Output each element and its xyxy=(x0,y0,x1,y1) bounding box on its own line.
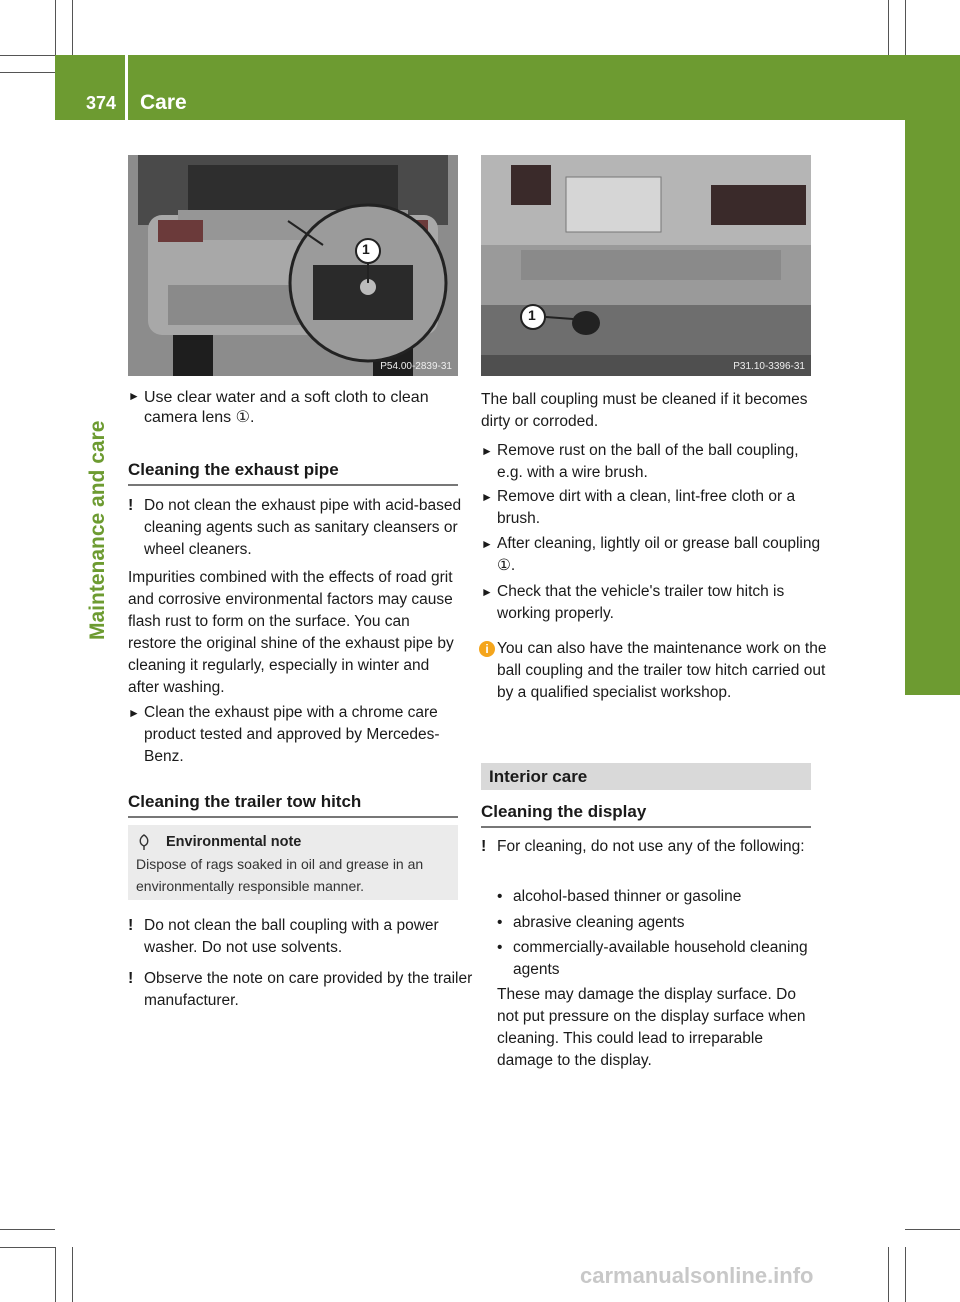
tow-hitch-figure xyxy=(481,155,811,376)
header-divider xyxy=(125,55,128,120)
instruction-step xyxy=(128,702,474,768)
list-item xyxy=(497,886,827,908)
callout-number: 1 xyxy=(362,241,370,257)
step-text: After cleaning, lightly oil or grease ball coupling ①. xyxy=(497,535,821,574)
list-item-text: commercially-available household cleaning agents xyxy=(513,939,808,978)
step-arrow-icon: ► xyxy=(481,585,493,599)
env-title: Environmental note xyxy=(166,834,302,850)
leaf-icon xyxy=(136,834,152,850)
figure-code: P31.10-3396-31 xyxy=(733,361,805,372)
crop-mark xyxy=(0,72,55,73)
section-heading: Cleaning the display xyxy=(481,802,811,828)
list-item xyxy=(497,912,827,934)
warning-text: Do not clean the exhaust pipe with acid-based cleaning agents such as sanitary cleansers or wheel cleaners. xyxy=(144,497,462,558)
warning-icon: ! xyxy=(128,497,134,514)
step-text: Clean the exhaust pipe with a chrome care product tested and approved by Mercedes-Benz. xyxy=(144,704,440,765)
crop-mark xyxy=(905,1229,960,1230)
car-rear-illustration xyxy=(128,155,458,376)
crop-mark xyxy=(0,1247,55,1248)
side-tab xyxy=(905,55,960,695)
section-banner-title: Interior care xyxy=(489,767,588,786)
step-text: Remove dirt with a clean, lint-free cloth or a brush. xyxy=(497,488,796,527)
crop-mark xyxy=(0,1229,55,1230)
section-heading: Cleaning the trailer tow hitch xyxy=(128,792,458,818)
crop-mark xyxy=(72,0,73,55)
side-tab-label: Maintenance and care xyxy=(86,420,109,640)
list-item-text: alcohol-based thinner or gasoline xyxy=(513,888,742,905)
callout-number: 1 xyxy=(528,307,536,323)
page-title: Care xyxy=(140,91,187,114)
step-arrow-icon: ► xyxy=(481,490,493,504)
instruction-step xyxy=(128,389,474,427)
info-note xyxy=(481,638,827,704)
crop-mark xyxy=(888,1247,889,1302)
section-banner xyxy=(481,763,811,790)
warning-text: For cleaning, do not use any of the following: xyxy=(497,838,805,855)
step-text: Check that the vehicle's trailer tow hitch is working properly. xyxy=(497,583,785,622)
instruction-step xyxy=(481,533,827,577)
warning-note xyxy=(128,495,474,561)
warning-icon: ! xyxy=(128,970,134,987)
step-arrow-icon: ► xyxy=(481,537,493,551)
section-heading: Cleaning the exhaust pipe xyxy=(128,460,458,486)
step-arrow-icon: ► xyxy=(481,444,493,458)
warning-icon: ! xyxy=(128,917,134,934)
camera-figure xyxy=(128,155,458,376)
paragraph: These may damage the display surface. Do not put pressure on the display surface when cleaning. This could lead to irreparable damage to the display. xyxy=(497,986,806,1069)
instruction-step xyxy=(481,440,827,484)
crop-mark xyxy=(888,0,889,55)
page-number: 374 xyxy=(86,93,117,113)
watermark: carmanualsonline.info xyxy=(580,1263,814,1288)
crop-mark xyxy=(55,0,56,55)
crop-mark xyxy=(55,1247,56,1302)
tow-hitch-illustration xyxy=(481,155,811,376)
paragraph: Impurities combined with the effects of road grit and corrosive environmental factors may cause flash rust to form on the surface. You can restore the original shine of the exhaust pipe by cleaning it regularly, especially in winter and after washing. xyxy=(128,569,454,696)
crop-mark xyxy=(905,1247,906,1302)
crop-mark xyxy=(72,1247,73,1302)
step-text: Remove rust on the ball of the ball coupling, e.g. with a wire brush. xyxy=(497,442,799,481)
bullet-icon: • xyxy=(497,939,503,956)
figure-code: P54.00-2839-31 xyxy=(380,361,452,372)
step-arrow-icon: ► xyxy=(128,706,140,720)
paragraph: The ball coupling must be cleaned if it becomes dirty or corroded. xyxy=(481,391,808,430)
warning-text: Do not clean the ball coupling with a power washer. Do not use solvents. xyxy=(144,917,439,956)
warning-icon: ! xyxy=(481,838,487,855)
warning-note xyxy=(128,915,474,959)
step-arrow-icon: ► xyxy=(128,389,140,403)
info-icon: i xyxy=(479,641,495,657)
warning-text: Observe the note on care provided by the trailer manufacturer. xyxy=(144,970,473,1009)
crop-mark xyxy=(0,55,55,56)
instruction-step xyxy=(481,581,827,625)
warning-note xyxy=(481,836,827,858)
instruction-step xyxy=(481,486,827,530)
bullet-icon: • xyxy=(497,914,503,931)
info-text: You can also have the maintenance work on the ball coupling and the trailer tow hitch carried out by a qualified specialist workshop. xyxy=(497,640,827,701)
list-item-text: abrasive cleaning agents xyxy=(513,914,685,931)
environmental-note xyxy=(128,825,458,900)
warning-note xyxy=(128,968,474,1012)
bullet-icon: • xyxy=(497,888,503,905)
env-text: Dispose of rags soaked in oil and grease in an environmentally responsible manner. xyxy=(136,856,424,894)
step-text: Use clear water and a soft cloth to clean camera lens ①. xyxy=(144,389,429,426)
list-item xyxy=(497,937,827,981)
crop-mark xyxy=(905,0,906,55)
